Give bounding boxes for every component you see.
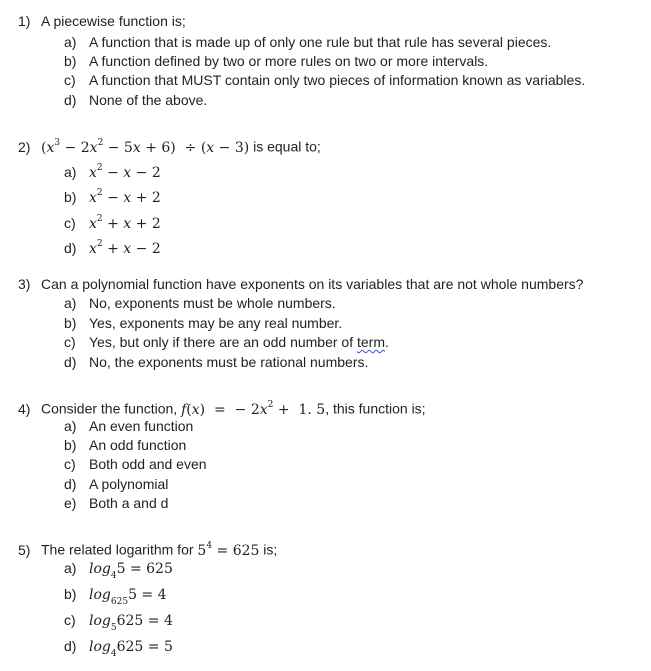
question-text-end: is;: [259, 541, 278, 558]
math-expression: $(x^3 - 2x^2 - 5x + 6) \div (x - 3)$: [41, 138, 250, 156]
question-5: [18, 539, 277, 560]
math-expression: $x^2 + x + 2$: [89, 214, 161, 232]
option-2c: c) $x^2 + x + 2$: [64, 214, 161, 232]
option-3a: a) No, exponents must be whole numbers.: [64, 295, 336, 311]
option-5c: c) $\log_5625 = 4$: [64, 612, 173, 633]
option-4b: b) An odd function: [64, 437, 187, 453]
question-number: 2): [18, 138, 31, 155]
question-number: 4): [18, 400, 31, 417]
question-text: Consider the function,: [41, 400, 182, 417]
option-2d: d) $x^2 + x - 2$: [64, 239, 161, 257]
option-4a: a) An even function: [64, 418, 194, 434]
option-5a: a) $\log_45 = 625$: [64, 560, 173, 581]
math-expression: $\log_5625 = 4$: [89, 613, 173, 633]
question-text: A piecewise function is;: [41, 13, 186, 29]
option-1b: b) A function defined by two or more rules on two or more intervals.: [64, 53, 489, 69]
option-3c: c) Yes, but only if there are an odd number of term.: [64, 334, 389, 350]
question-text: The related logarithm for: [41, 541, 198, 558]
question-text: Can a polynomial function have exponents on its variables that are not whole numbers?: [41, 276, 584, 292]
math-expression: $x^2 + x - 2$: [89, 239, 161, 257]
option-3b: b) Yes, exponents may be any real number.: [64, 315, 343, 331]
question-number: 3): [18, 276, 31, 292]
question-1: [18, 13, 186, 30]
option-4e: e) Both a and d: [64, 495, 169, 511]
question-number: 1): [18, 13, 31, 29]
option-5b: b) $\log_{625}5 = 4$: [64, 586, 167, 607]
option-3d: d) No, the exponents must be rational numbers.: [64, 354, 369, 370]
question-text-end: , this function is;: [325, 400, 426, 417]
option-4d: d) A polynomial: [64, 476, 169, 492]
math-expression: f(x) = − $2x^2 + 1$. 5: [181, 400, 326, 418]
question-3: [18, 276, 583, 293]
math-expression: $\log_4625 = 5$: [89, 639, 173, 659]
question-number: 5): [18, 541, 31, 558]
math-expression: $5^4 = 625$: [197, 541, 260, 559]
option-4c: c) Both odd and even: [64, 456, 207, 472]
math-expression: $\log_{625}5 = 4$: [89, 587, 167, 607]
question-4: [18, 398, 426, 419]
question-2: [18, 136, 321, 157]
option-1c: c) A function that MUST contain only two pieces of information known as variables.: [64, 72, 586, 88]
math-expression: $\log_45 = 625$: [89, 561, 173, 581]
option-1d: d) None of the above.: [64, 92, 208, 108]
spellcheck-flagged-word: term: [357, 334, 385, 350]
option-1a: a) A function that is made up of only one rule but that rule has several pieces.: [64, 34, 552, 50]
option-5d: d) $\log_4625 = 5$: [64, 638, 173, 659]
question-text: is equal to;: [249, 138, 321, 155]
option-2a: a) $x^2 - x - 2$: [64, 163, 161, 181]
option-2b: b) $x^2 - x + 2$: [64, 188, 161, 206]
math-expression: $x^2 - x + 2$: [89, 188, 161, 206]
math-expression: $x^2 - x - 2$: [89, 163, 161, 181]
